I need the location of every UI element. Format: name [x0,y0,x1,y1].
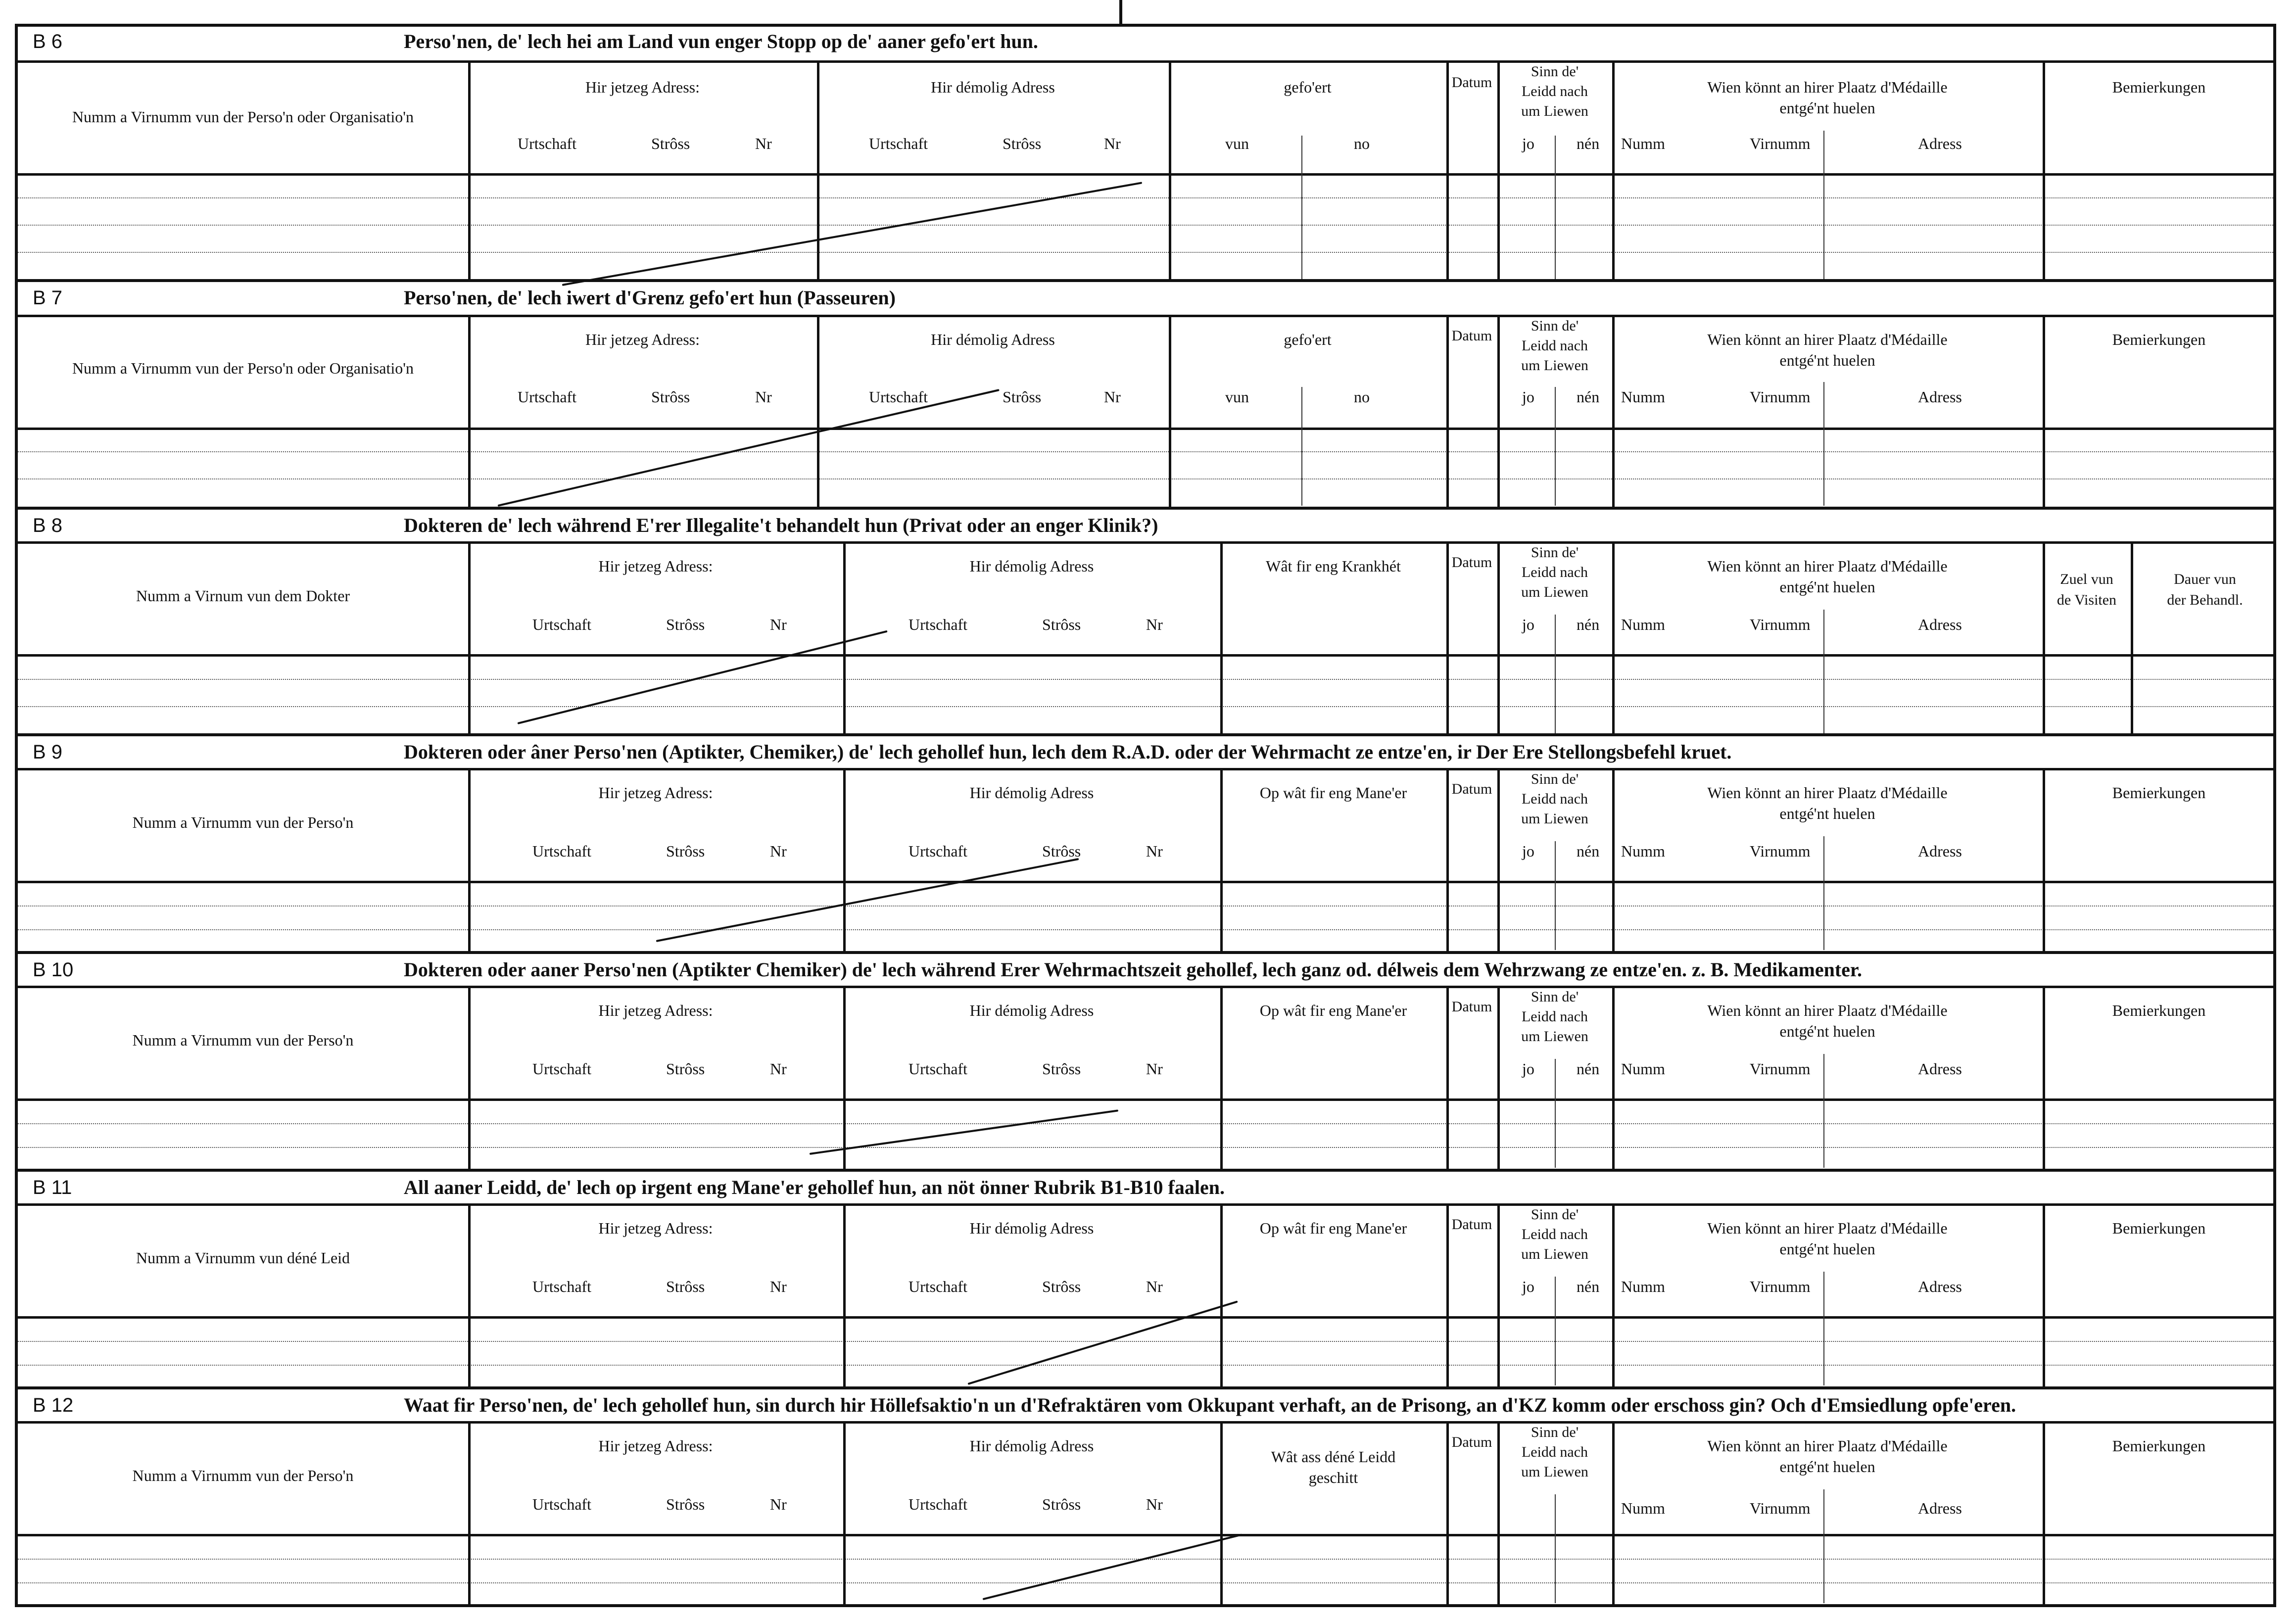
col-current-address: Hir jetzeg Adress: [585,331,700,348]
sub-place: Urtschaft [518,388,577,406]
section-title: All aaner Leidd, de' lech op irgent eng Mane'er gehollef hun, an nöt önner Rubrik B1-B10 faalen. [404,1176,1225,1198]
col-date: Datum [1451,328,1492,344]
sub-m-name: Numm [1621,1060,1665,1078]
sub-street: Strôss [666,616,705,633]
sub-place: Urtschaft [869,135,928,152]
sub-number: Nr [770,1060,787,1078]
col-former-address: Hir démolig Adress [969,1437,1094,1455]
section-title: Perso'nen, de' lech hei am Land vun enger Stopp op de' aaner gefo'ert hun. [404,30,1038,52]
col-current-address: Hir jetzeg Adress: [598,784,713,802]
sub-m-address: Adress [1918,1278,1962,1295]
col-alive-2: Leidd nach [1521,564,1588,580]
sub-m-name: Numm [1621,842,1665,860]
sub-number: Nr [1146,1060,1163,1078]
sub-to: no [1354,135,1370,152]
col-former-address: Hir démolig Adress [969,1219,1094,1237]
section-title: Dokteren oder aaner Perso'nen (Aptikter Chemiker) de' lech während Erer Wehrmachtszeit gehollef, lech ganz od. délweis dem Wehrzwang ze entze'en. z. B. Medikamenter. [404,958,1863,981]
sub-street: Strôss [1003,388,1042,406]
section-b9 [18,737,2273,955]
sub-place: Urtschaft [909,1495,968,1513]
col-current-address: Hir jetzeg Adress: [598,1437,713,1455]
sub-place: Urtschaft [532,842,592,860]
sub-place: Urtschaft [532,1278,592,1295]
section-title: Dokteren oder âner Perso'nen (Aptikter, Chemiker,) de' lech gehollef hun, lech dem R.A.D. oder der Wehrmacht ze entze'en, ir Der Ere Stellongsbefehl kruet. [404,741,1732,763]
sub-street: Strôss [1042,1060,1081,1078]
sub-number: Nr [1104,135,1121,152]
sub-place: Urtschaft [532,616,592,633]
sub-no: nén [1577,388,1600,406]
col-person-name: Numm a Virnumm vun der Perso'n [132,1467,354,1484]
col-medal-1: Wien könnt an hirer Plaatz d'Médaille [1707,1001,1948,1019]
col-visits-1: Zuel vun [2060,571,2113,587]
sub-no: nén [1577,616,1600,633]
section-title: Perso'nen, de' lech iwert d'Grenz gefo'ert hun (Passeuren) [404,286,896,309]
section-b12 [18,1390,2273,1608]
col-duration-1: Dauer vun [2174,571,2236,587]
section-title: Dokteren de' lech während E'rer Illegalite't behandelt hun (Privat oder an enger Klinik?) [404,514,1158,536]
col-medal-1: Wien könnt an hirer Plaatz d'Médaille [1707,784,1948,802]
section-title: Waat fir Perso'nen, de' lech gehollef hun, sin durch hir Höllefsaktio'n un d'Refraktären vom Okkupant verhaft, an de Prisong, an d'KZ komm oder erschoss gin? Och d'Emsiedlung opfe'eren. [404,1394,2016,1416]
col-former-address: Hir démolig Adress [969,1001,1094,1019]
col-name: Numm a Virnumm vun der Perso'n oder Organisatio'n [72,359,414,377]
sub-street: Strôss [666,1278,705,1295]
sub-number: Nr [1146,842,1163,860]
col-alive-2: Leidd nach [1521,83,1588,99]
col-remarks: Bemierkungen [2112,331,2206,348]
sub-no: nén [1577,1278,1600,1295]
col-alive-1: Sinn de' [1531,544,1579,561]
pen-stroke [498,389,1000,507]
col-current-address: Hir jetzeg Adress: [598,1001,713,1019]
sub-place: Urtschaft [909,842,968,860]
col-people-name: Numm a Virnumm vun déné Leid [136,1249,350,1267]
section-b11 [18,1173,2273,1390]
col-person-name: Numm a Virnumm vun der Perso'n [132,813,354,831]
col-former-address: Hir démolig Adress [969,784,1094,802]
col-remarks: Bemierkungen [2112,784,2206,802]
col-medal-1: Wien könnt an hirer Plaatz d'Médaille [1707,1219,1948,1237]
section-b10 [18,955,2273,1173]
col-person-name: Numm a Virnumm vun der Perso'n [132,1031,354,1049]
sub-m-address: Adress [1918,388,1962,406]
col-transported: gefo'ert [1284,331,1332,348]
sub-number: Nr [1146,1278,1163,1295]
sub-m-firstname: Virnumm [1750,1278,1811,1295]
col-visits-2: de Visiten [2057,592,2117,608]
section-id: B 11 [33,1177,72,1198]
sub-place: Urtschaft [909,1060,968,1078]
sub-number: Nr [770,1495,787,1513]
sub-m-address: Adress [1918,616,1962,633]
col-alive-1: Sinn de' [1531,1206,1579,1223]
col-name: Numm a Virnumm vun der Perso'n oder Organisatio'n [72,108,414,126]
sub-street: Strôss [666,1495,705,1513]
sub-from: vun [1225,388,1249,406]
col-remarks: Bemierkungen [2112,1001,2206,1019]
col-manner: Op wât fir eng Mane'er [1259,784,1407,802]
col-alive-1: Sinn de' [1531,63,1579,80]
sub-number: Nr [1146,1495,1163,1513]
col-alive-3: um Liewen [1521,1464,1588,1480]
sub-m-name: Numm [1621,1278,1665,1295]
col-alive-3: um Liewen [1521,810,1588,827]
col-medal-2: entgé'nt huelen [1779,99,1875,117]
col-manner: Op wât fir eng Mane'er [1259,1001,1407,1019]
sub-m-address: Adress [1918,1060,1962,1078]
col-what-happened-1: Wât ass déné Leidd [1271,1448,1396,1466]
sub-m-name: Numm [1621,1499,1665,1517]
pen-stroke [810,1109,1118,1155]
col-current-address: Hir jetzeg Adress: [598,557,713,575]
section-b8 [18,511,2273,737]
sub-number: Nr [1146,616,1163,633]
col-medal-1: Wien könnt an hirer Plaatz d'Médaille [1707,78,1948,96]
section-id: B 10 [33,959,74,981]
col-medal-1: Wien könnt an hirer Plaatz d'Médaille [1707,331,1948,348]
sub-place: Urtschaft [532,1495,592,1513]
col-current-address: Hir jetzeg Adress: [598,1219,713,1237]
col-date: Datum [1451,999,1492,1015]
col-alive-1: Sinn de' [1531,989,1579,1005]
sub-m-firstname: Virnumm [1750,616,1811,633]
sub-street: Strôss [666,842,705,860]
sub-place: Urtschaft [909,616,968,633]
sub-number: Nr [755,388,772,406]
section-b7 [18,283,2273,511]
col-alive-2: Leidd nach [1521,337,1588,354]
section-id: B 7 [33,287,63,309]
col-date: Datum [1451,554,1492,571]
sub-yes: jo [1522,1278,1534,1295]
col-alive-3: um Liewen [1521,584,1588,600]
sub-street: Strôss [1042,842,1081,860]
sub-m-address: Adress [1918,1499,1962,1517]
col-alive-3: um Liewen [1521,357,1588,374]
col-alive-2: Leidd nach [1521,1226,1588,1242]
questionnaire-form [15,24,2276,1607]
sub-yes: jo [1522,388,1534,406]
sub-number: Nr [770,1278,787,1295]
sub-place: Urtschaft [909,1278,968,1295]
sub-m-address: Adress [1918,842,1962,860]
sub-no: nén [1577,1060,1600,1078]
sub-m-firstname: Virnumm [1750,842,1811,860]
sub-m-firstname: Virnumm [1750,1060,1811,1078]
col-former-address: Hir démolig Adress [931,331,1055,348]
pen-stroke [518,630,888,724]
col-illness: Wât fir eng Krankhét [1266,557,1401,575]
col-alive-3: um Liewen [1521,103,1588,119]
sub-m-firstname: Virnumm [1750,135,1811,152]
sub-street: Strôss [651,135,690,152]
col-medal-1: Wien könnt an hirer Plaatz d'Médaille [1707,1437,1948,1455]
col-alive-2: Leidd nach [1521,1008,1588,1025]
col-transported: gefo'ert [1284,78,1332,96]
col-alive-1: Sinn de' [1531,771,1579,787]
sub-number: Nr [755,135,772,152]
col-date: Datum [1451,1216,1492,1233]
sub-number: Nr [1104,388,1121,406]
sub-m-address: Adress [1918,135,1962,152]
col-remarks: Bemierkungen [2112,1219,2206,1237]
sub-place: Urtschaft [518,135,577,152]
col-current-address: Hir jetzeg Adress: [585,78,700,96]
sub-to: no [1354,388,1370,406]
sub-number: Nr [770,616,787,633]
sub-street: Strôss [1042,616,1081,633]
col-medal-2: entgé'nt huelen [1779,1458,1875,1476]
top-divider-line [1119,0,1122,24]
sub-street: Strôss [666,1060,705,1078]
col-medal-2: entgé'nt huelen [1779,805,1875,822]
sub-street: Strôss [1042,1278,1081,1295]
col-date: Datum [1451,781,1492,797]
sub-place: Urtschaft [869,388,928,406]
col-doctor-name: Numm a Virnum vun dem Dokter [136,587,350,605]
sub-from: vun [1225,135,1249,152]
pen-stroke [983,1533,1243,1600]
sub-yes: jo [1522,616,1534,633]
col-alive-2: Leidd nach [1521,1444,1588,1460]
col-medal-2: entgé'nt huelen [1779,1240,1875,1258]
pen-stroke [967,1300,1238,1384]
sub-yes: jo [1522,135,1534,152]
col-what-happened-2: geschitt [1308,1469,1358,1486]
sub-place: Urtschaft [532,1060,592,1078]
col-alive-3: um Liewen [1521,1028,1588,1045]
sub-street: Strôss [651,388,690,406]
col-remarks: Bemierkungen [2112,78,2206,96]
sub-yes: jo [1522,842,1534,860]
section-b6 [18,27,2273,284]
sub-no: nén [1577,135,1600,152]
col-alive-1: Sinn de' [1531,1424,1579,1440]
sub-m-firstname: Virnumm [1750,388,1811,406]
col-date: Datum [1451,1434,1492,1450]
sub-street: Strôss [1042,1495,1081,1513]
col-medal-2: entgé'nt huelen [1779,578,1875,596]
col-manner: Op wât fir eng Mane'er [1259,1219,1407,1237]
col-medal-2: entgé'nt huelen [1779,1022,1875,1040]
col-date: Datum [1451,74,1492,91]
sub-m-name: Numm [1621,388,1665,406]
sub-yes: jo [1522,1060,1534,1078]
section-id: B 6 [33,31,63,52]
col-alive-2: Leidd nach [1521,791,1588,807]
section-id: B 9 [33,741,63,763]
col-alive-3: um Liewen [1521,1246,1588,1262]
sub-m-firstname: Virnumm [1750,1499,1811,1517]
col-medal-2: entgé'nt huelen [1779,351,1875,369]
sub-street: Strôss [1003,135,1042,152]
col-duration-2: der Behandl. [2167,592,2243,608]
col-remarks: Bemierkungen [2112,1437,2206,1455]
sub-no: nén [1577,842,1600,860]
col-former-address: Hir démolig Adress [931,78,1055,96]
section-id: B 12 [33,1394,74,1416]
sub-m-name: Numm [1621,135,1665,152]
section-id: B 8 [33,515,63,536]
sub-m-name: Numm [1621,616,1665,633]
col-alive-1: Sinn de' [1531,318,1579,334]
col-former-address: Hir démolig Adress [969,557,1094,575]
sub-number: Nr [770,842,787,860]
col-medal-1: Wien könnt an hirer Plaatz d'Médaille [1707,557,1948,575]
